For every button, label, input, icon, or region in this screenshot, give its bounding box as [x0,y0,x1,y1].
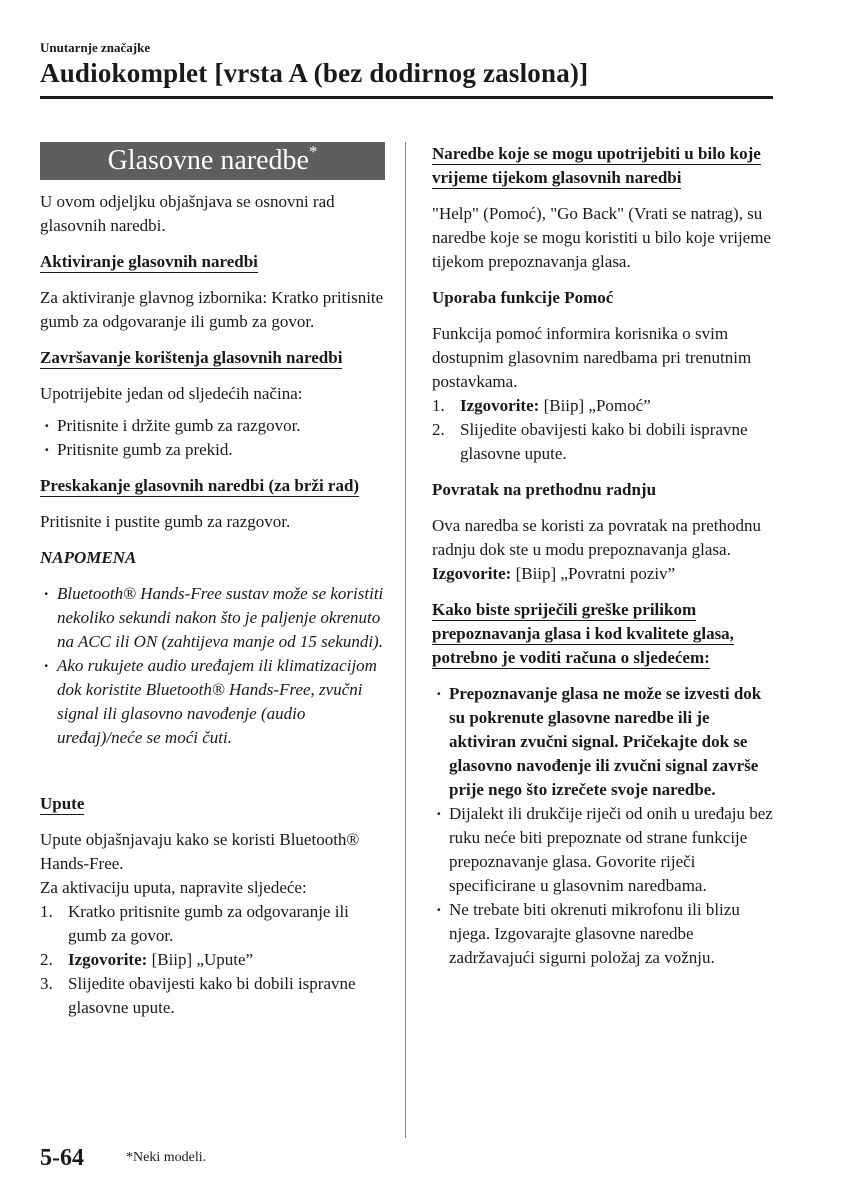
guide-heading: Upute [40,794,85,813]
page-number: 5-64 [40,1145,84,1171]
step-item: 1. Izgovorite: [Biip] „Pomoć” [432,396,651,415]
anytime-text: "Help" (Pomoć), "Go Back" (Vrati se natrag), su naredbe koje se mogu koristiti u bilo koje vrijeme tijekom prepoznavanja glasa. [432,204,771,271]
list-item: · Bluetooth® Hands-Free sustav može se koristiti nekoliko sekundi nakon što je paljenje okrenuto na ACC ili ON (zahtijeva manje od 15 sekundi). [40,582,385,654]
footnote: *Neki modeli. [126,1150,207,1165]
list-item: · Pritisnite i držite gumb za razgovor. [40,414,385,438]
tips-heading: Kako biste spriječili greške prilikom prepoznavanja glasa i kod kvalitete glasa, potrebno je voditi računa o sljedećem: [432,600,734,667]
list-item: · Prepoznavanje glasa ne može se izvesti dok su pokrenute glasovne naredbe ili je aktiviran zvučni signal. Pričekajte dok se glasovno navođenje ili zvučni signal završe prije nego što izrečete svoje naredbe. [432,682,777,802]
back-say: Izgovorite: [Biip] „Povratni poziv” [432,564,676,583]
section-label: Unutarnje značajke [40,40,151,55]
step-item: 3. Slijedite obavijesti kako bi dobili ispravne glasovne upute. [40,974,356,1017]
spacer [40,762,385,792]
page-title: Audiokomplet [vrsta A (bez dodirnog zaslona)] [40,58,589,88]
note-title: NAPOMENA [40,548,137,567]
banner-asterisk: * [308,141,318,161]
section-banner [40,142,385,180]
back-heading: Povratak na prethodnu radnju [432,480,657,499]
step-item: 1. Kratko pritisnite gumb za odgovaranje ili gumb za govor. [40,902,349,945]
guide-text: Upute objašnjavaju kako se koristi Bluetooth® Hands-Free. [40,830,360,873]
guide-text-2: Za aktivaciju uputa, napravite sljedeće: [40,878,307,897]
activate-heading: Aktiviranje glasovnih naredbi [40,252,258,271]
guide-steps [40,900,385,1020]
end-list [40,414,385,462]
help-text: Funkcija pomoć informira korisnika o svim dostupnim glasovnim naredbama pri trenutnim postavkama. [432,324,752,391]
step-item: 2. Slijedite obavijesti kako bi dobili ispravne glasovne upute. [432,420,748,463]
intro-text: U ovom odjeljku objašnjava se osnovni rad glasovnih naredbi. [40,192,335,235]
end-heading: Završavanje korištenja glasovnih naredbi [40,348,343,367]
skip-heading: Preskakanje glasovnih naredbi (za brži rad) [40,476,360,495]
note-list [40,582,385,750]
title-rule [40,96,773,99]
help-heading: Uporaba funkcije Pomoć [432,288,614,307]
column-divider [405,142,406,1138]
list-item: · Ne trebate biti okrenuti mikrofonu ili blizu njega. Izgovarajte glasovne naredbe zadržavajući sigurni položaj za vožnju. [432,898,777,970]
back-text: Ova naredba se koristi za povratak na prethodnu radnju dok ste u modu prepoznavanja glasa. [432,516,762,559]
left-column [40,142,385,1032]
right-column [432,142,777,982]
list-item: · Dijalekt ili drukčije riječi od onih u uređaju bez ruku neće biti prepoznate od strane funkcije prepoznavanje glasa. Govorite riječi specificirane u glasovnim naredbama. [432,802,777,898]
activate-text: Za aktiviranje glavnog izbornika: Kratko pritisnite gumb za odgovaranje ili gumb za govor. [40,288,384,331]
help-steps [432,394,777,466]
anytime-heading: Naredbe koje se mogu upotrijebiti u bilo koje vrijeme tijekom glasovnih naredbi [432,144,761,187]
list-item: · Ako rukujete audio uređajem ili klimatizacijom dok koristite Bluetooth® Hands-Free, zvučni signal ili glasovno navođenje (audio uređaj)/neće se moći čuti. [40,654,385,750]
end-text: Upotrijebite jedan od sljedećih načina: [40,384,303,403]
banner-title: Glasovne naredbe [107,145,309,176]
list-item: · Pritisnite gumb za prekid. [40,438,385,462]
step-item: 2. Izgovorite: [Biip] „Upute” [40,950,254,969]
skip-text: Pritisnite i pustite gumb za razgovor. [40,512,291,531]
tips-list [432,682,777,970]
